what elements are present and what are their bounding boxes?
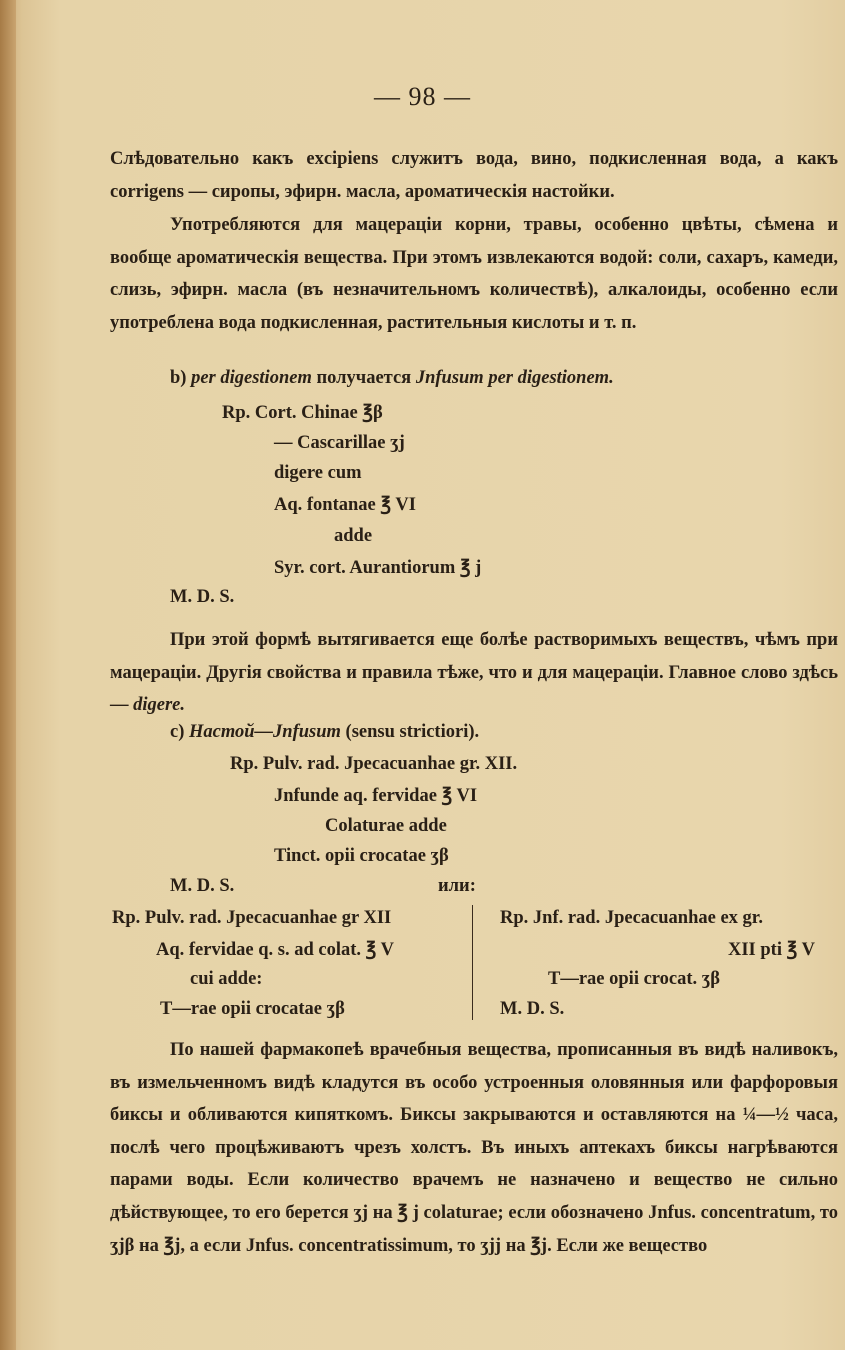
heading-b-marker: b)	[170, 368, 187, 388]
right-col-line: M. D. S.	[500, 999, 565, 1019]
recipe1-line: Rp. Cort. Chinae ℥β	[222, 403, 383, 423]
recipe1-line: Syr. cort. Aurantiorum ℥ j	[274, 558, 482, 578]
paragraph-pharmacopoeia: По нашей фармакопеѣ врачебныя вещества, прописанныя въ видѣ наливокъ, въ измельченномъ видѣ кладутся въ особо устроенныя оловянныя или фарфоровыя биксы и обливаются кипяткомъ. Биксы закрываются и оставляются на ¼—½ часа, послѣ чего процѣживаютъ чрезъ холстъ. Въ иныхъ аптекахъ биксы нагрѣваются парами воды. Если количество врачемъ не назначено и вещество не сильно дѣйствующее, то его берется ʒj на ℥ j colaturae; если обозначено Jnfus. concentratum, то ʒjβ на ℥j, а если Jnfus. concentratissimum, то ʒjj на ℥j. Если же вещество	[110, 1040, 838, 1256]
left-col-line: T—rae opii crocatae ʒβ	[160, 999, 345, 1019]
heading-b	[170, 368, 614, 389]
recipe2-line: Rp. Pulv. rad. Jpecacuanhae gr. XII.	[230, 754, 518, 774]
right-col-line: T—rae opii crocat. ʒβ	[548, 969, 721, 989]
recipe1-line: M. D. S.	[170, 587, 235, 607]
heading-c	[170, 722, 479, 743]
paragraph-digestion-text: При этой формѣ вытягивается еще болѣе растворимыхъ веществъ, чѣмъ при мацераціи. Другія свойства и правила тѣже, что и для мацераціи. Главное слово здѣсь —	[110, 630, 838, 716]
recipe2-line: M. D. S.	[170, 876, 235, 896]
paragraph-maceration: Употребляются для мацераціи корни, травы, особенно цвѣты, сѣмена и вообще ароматическія вещества. При этомъ извлекаются водой: соли, сахаръ, камеди, слизь, эфирн. масла (въ незначительномъ количествѣ), алкалоиды, особенно если употреблена вода подкисленная, растительныя кислоты и т. п.	[110, 215, 838, 333]
left-col-line: Rp. Pulv. rad. Jpecacuanhae gr XII	[112, 908, 392, 928]
heading-c-marker: c)	[170, 722, 185, 742]
heading-b-text: получается	[311, 368, 416, 388]
recipe1-line: adde	[334, 526, 373, 546]
right-col-line: Rp. Jnf. rad. Jpecacuanhae ex gr.	[500, 908, 763, 928]
column-divider	[472, 905, 473, 1020]
heading-c-text: (sensu strictiori).	[340, 722, 480, 742]
left-col-line: cui adde:	[190, 969, 263, 989]
left-col-line: Aq. fervidae q. s. ad colat. ℥ V	[156, 940, 394, 960]
recipe2-or: или:	[438, 876, 476, 896]
recipe1-line: digere cum	[274, 463, 362, 483]
paragraph-excipiens: Слѣдовательно какъ excipiens служитъ вода, вино, подкисленная вода, а какъ corrigens — сиропы, эфирн. масла, ароматическія настойки.	[110, 149, 838, 202]
page-number: — 98 —	[374, 82, 471, 111]
binding-edge	[0, 0, 16, 1350]
paragraph-digestion	[110, 624, 838, 722]
right-col-line: XII pti ℥ V	[728, 940, 815, 960]
heading-c-italic: Настой—Jnfusum	[189, 722, 341, 742]
paragraph-digestion-italic: digere.	[133, 695, 186, 716]
recipe2-line: Jnfunde aq. fervidae ℥ VI	[274, 786, 478, 806]
recipe1-line: Aq. fontanae ℥ VI	[274, 495, 416, 515]
heading-b-italic1: per digestionem	[191, 368, 312, 388]
heading-b-italic2: Jnfusum per digestionem.	[415, 368, 614, 388]
recipe2-line: Tinct. opii crocatae ʒβ	[274, 846, 449, 866]
recipe1-line: — Cascarillae ʒj	[274, 433, 405, 453]
recipe2-line: Colaturae adde	[325, 816, 447, 836]
